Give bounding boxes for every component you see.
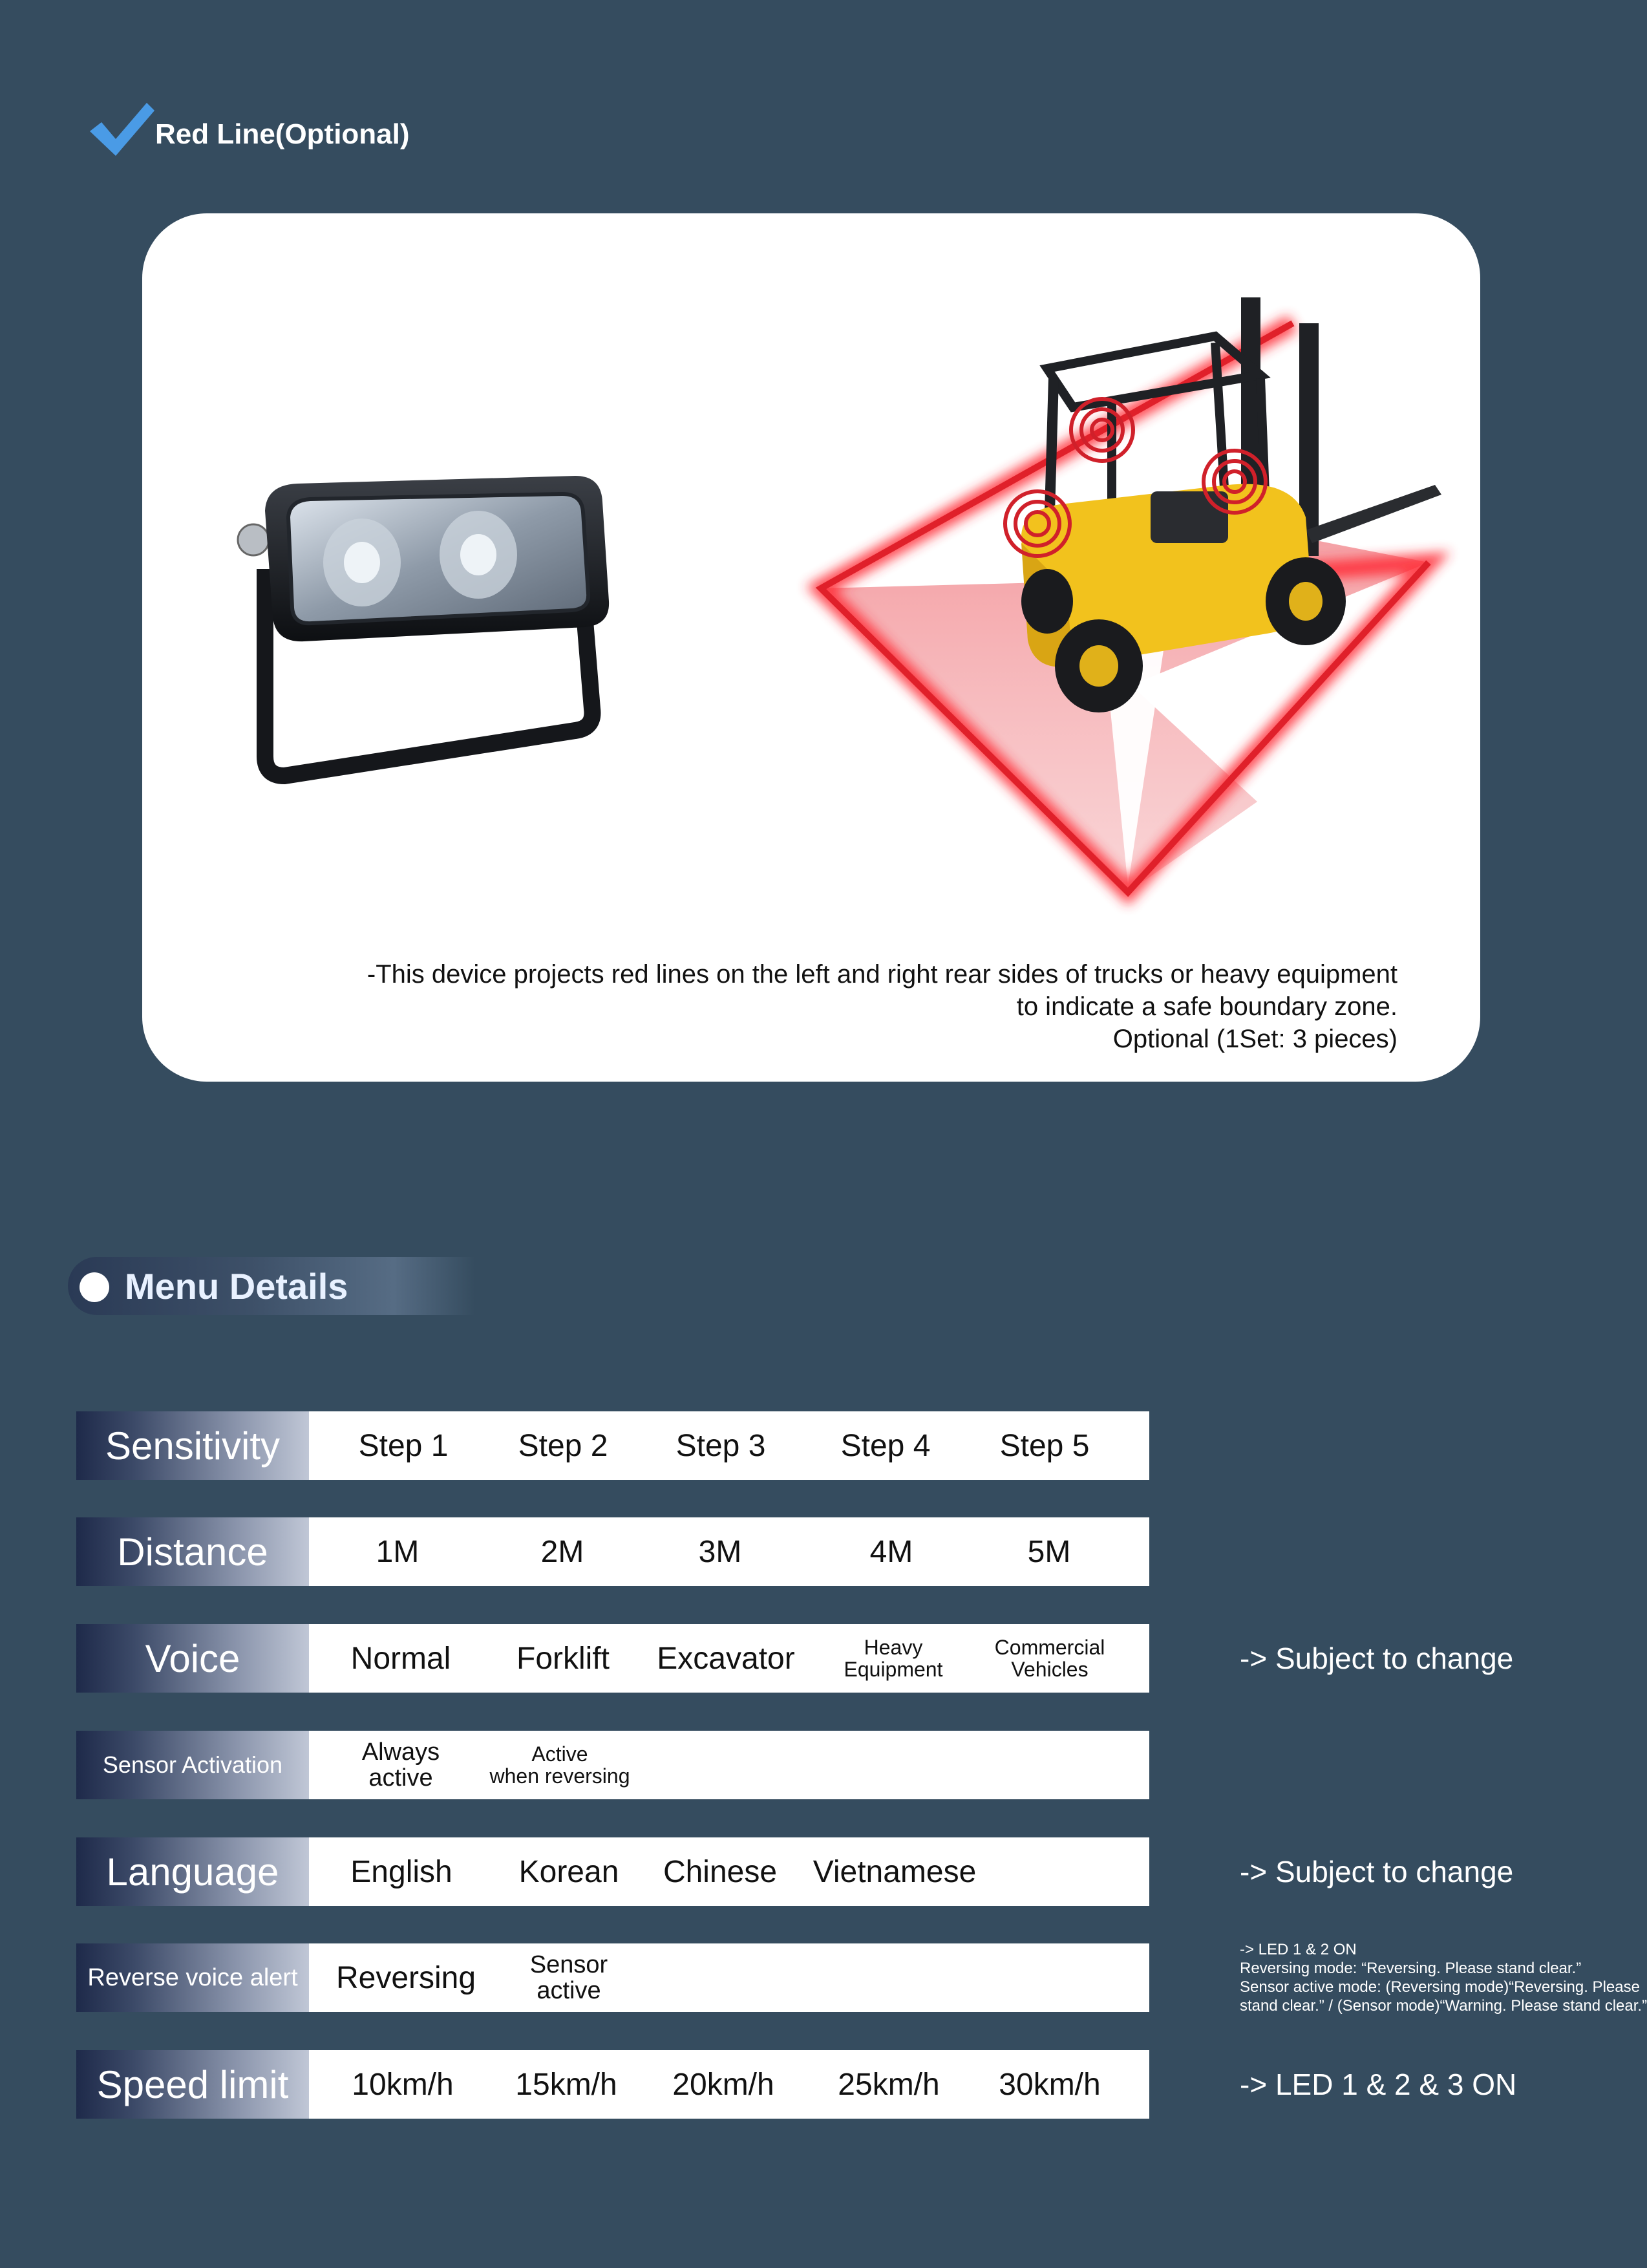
forklift-redline-image <box>659 239 1448 899</box>
option-cell: 25km/h <box>838 2067 940 2102</box>
row-values <box>309 1943 1149 2012</box>
caption-line: Optional (1Set: 3 pieces) <box>1112 1025 1397 1053</box>
option-cell: Active when reversing <box>489 1742 630 1788</box>
row-label: Sensor Activation <box>76 1731 309 1799</box>
row-values <box>309 1837 1149 1906</box>
menu-details-title: Menu Details <box>125 1266 348 1307</box>
option-cell: 2M <box>540 1534 584 1569</box>
menu-details-header <box>68 1257 475 1315</box>
option-cell: 15km/h <box>515 2067 617 2102</box>
row-label: Voice <box>76 1624 309 1693</box>
row-note: -> Subject to change <box>1240 1855 1514 1888</box>
row-note: -> LED 1 & 2 ON Reversing mode: “Reversing. Please stand clear.” Sensor active mode: (Reversing mode)“Reversing. Please stand clear.” / (Sensor mode)“Warning. Please stand clear.” <box>1240 1941 1647 2015</box>
option-cell: Forklift <box>516 1641 610 1676</box>
product-card <box>142 213 1480 1082</box>
row-note: -> Subject to change <box>1240 1642 1514 1675</box>
option-cell: Sensor active <box>529 1951 608 2004</box>
row-values <box>309 1517 1149 1586</box>
menu-row-sensitivity <box>76 1411 1149 1480</box>
menu-row-voice <box>76 1624 1514 1693</box>
option-cell: 1M <box>376 1534 420 1569</box>
menu-row-distance <box>76 1517 1149 1586</box>
option-cell: 10km/h <box>352 2067 454 2102</box>
option-cell: 5M <box>1027 1534 1071 1569</box>
row-note: -> LED 1 & 2 & 3 ON <box>1240 2068 1517 2101</box>
option-cell: Heavy Equipment <box>844 1636 943 1681</box>
caption-line: to indicate a safe boundary zone. <box>1016 992 1397 1021</box>
led-device-image <box>226 472 640 808</box>
menu-row-sensor-activation <box>76 1731 1149 1799</box>
option-cell: Step 2 <box>518 1428 608 1463</box>
option-cell: 20km/h <box>672 2067 774 2102</box>
option-cell: Excavator <box>657 1641 795 1676</box>
row-values <box>309 1731 1149 1799</box>
option-cell: 4M <box>869 1534 913 1569</box>
row-values <box>309 1624 1149 1693</box>
option-cell: Commercial Vehicles <box>994 1636 1105 1681</box>
option-cell: Normal <box>350 1641 451 1676</box>
menu-row-reverse-voice-alert <box>76 1941 1647 2015</box>
option-cell: Reversing <box>335 1960 476 1995</box>
option-cell: Korean <box>518 1854 619 1889</box>
option-cell: Always active <box>361 1738 440 1792</box>
option-cell: 30km/h <box>999 2067 1101 2102</box>
row-label: Sensitivity <box>76 1411 309 1480</box>
menu-row-speed-limit <box>76 2050 1517 2119</box>
option-cell: Chinese <box>663 1854 778 1889</box>
option-cell: 3M <box>698 1534 742 1569</box>
option-cell: Step 3 <box>675 1428 766 1463</box>
option-cell: Step 4 <box>840 1428 931 1463</box>
option-cell: Step 5 <box>999 1428 1090 1463</box>
checkmark-icon <box>87 100 155 158</box>
option-cell: English <box>350 1854 452 1889</box>
row-label: Speed limit <box>76 2050 309 2119</box>
card-caption <box>367 958 1397 1055</box>
caption-line: -This device projects red lines on the left and right rear sides of trucks or heavy equipment <box>367 960 1397 989</box>
row-label: Reverse voice alert <box>76 1943 309 2012</box>
row-label: Language <box>76 1837 309 1906</box>
bullet-dot-icon <box>80 1272 109 1302</box>
row-label: Distance <box>76 1517 309 1586</box>
row-values <box>309 1411 1149 1480</box>
option-cell: Step 1 <box>358 1428 449 1463</box>
option-cell: Vietnamese <box>813 1854 977 1889</box>
section-title: Red Line(Optional) <box>155 118 410 150</box>
row-values <box>309 2050 1149 2119</box>
menu-row-language <box>76 1837 1514 1906</box>
